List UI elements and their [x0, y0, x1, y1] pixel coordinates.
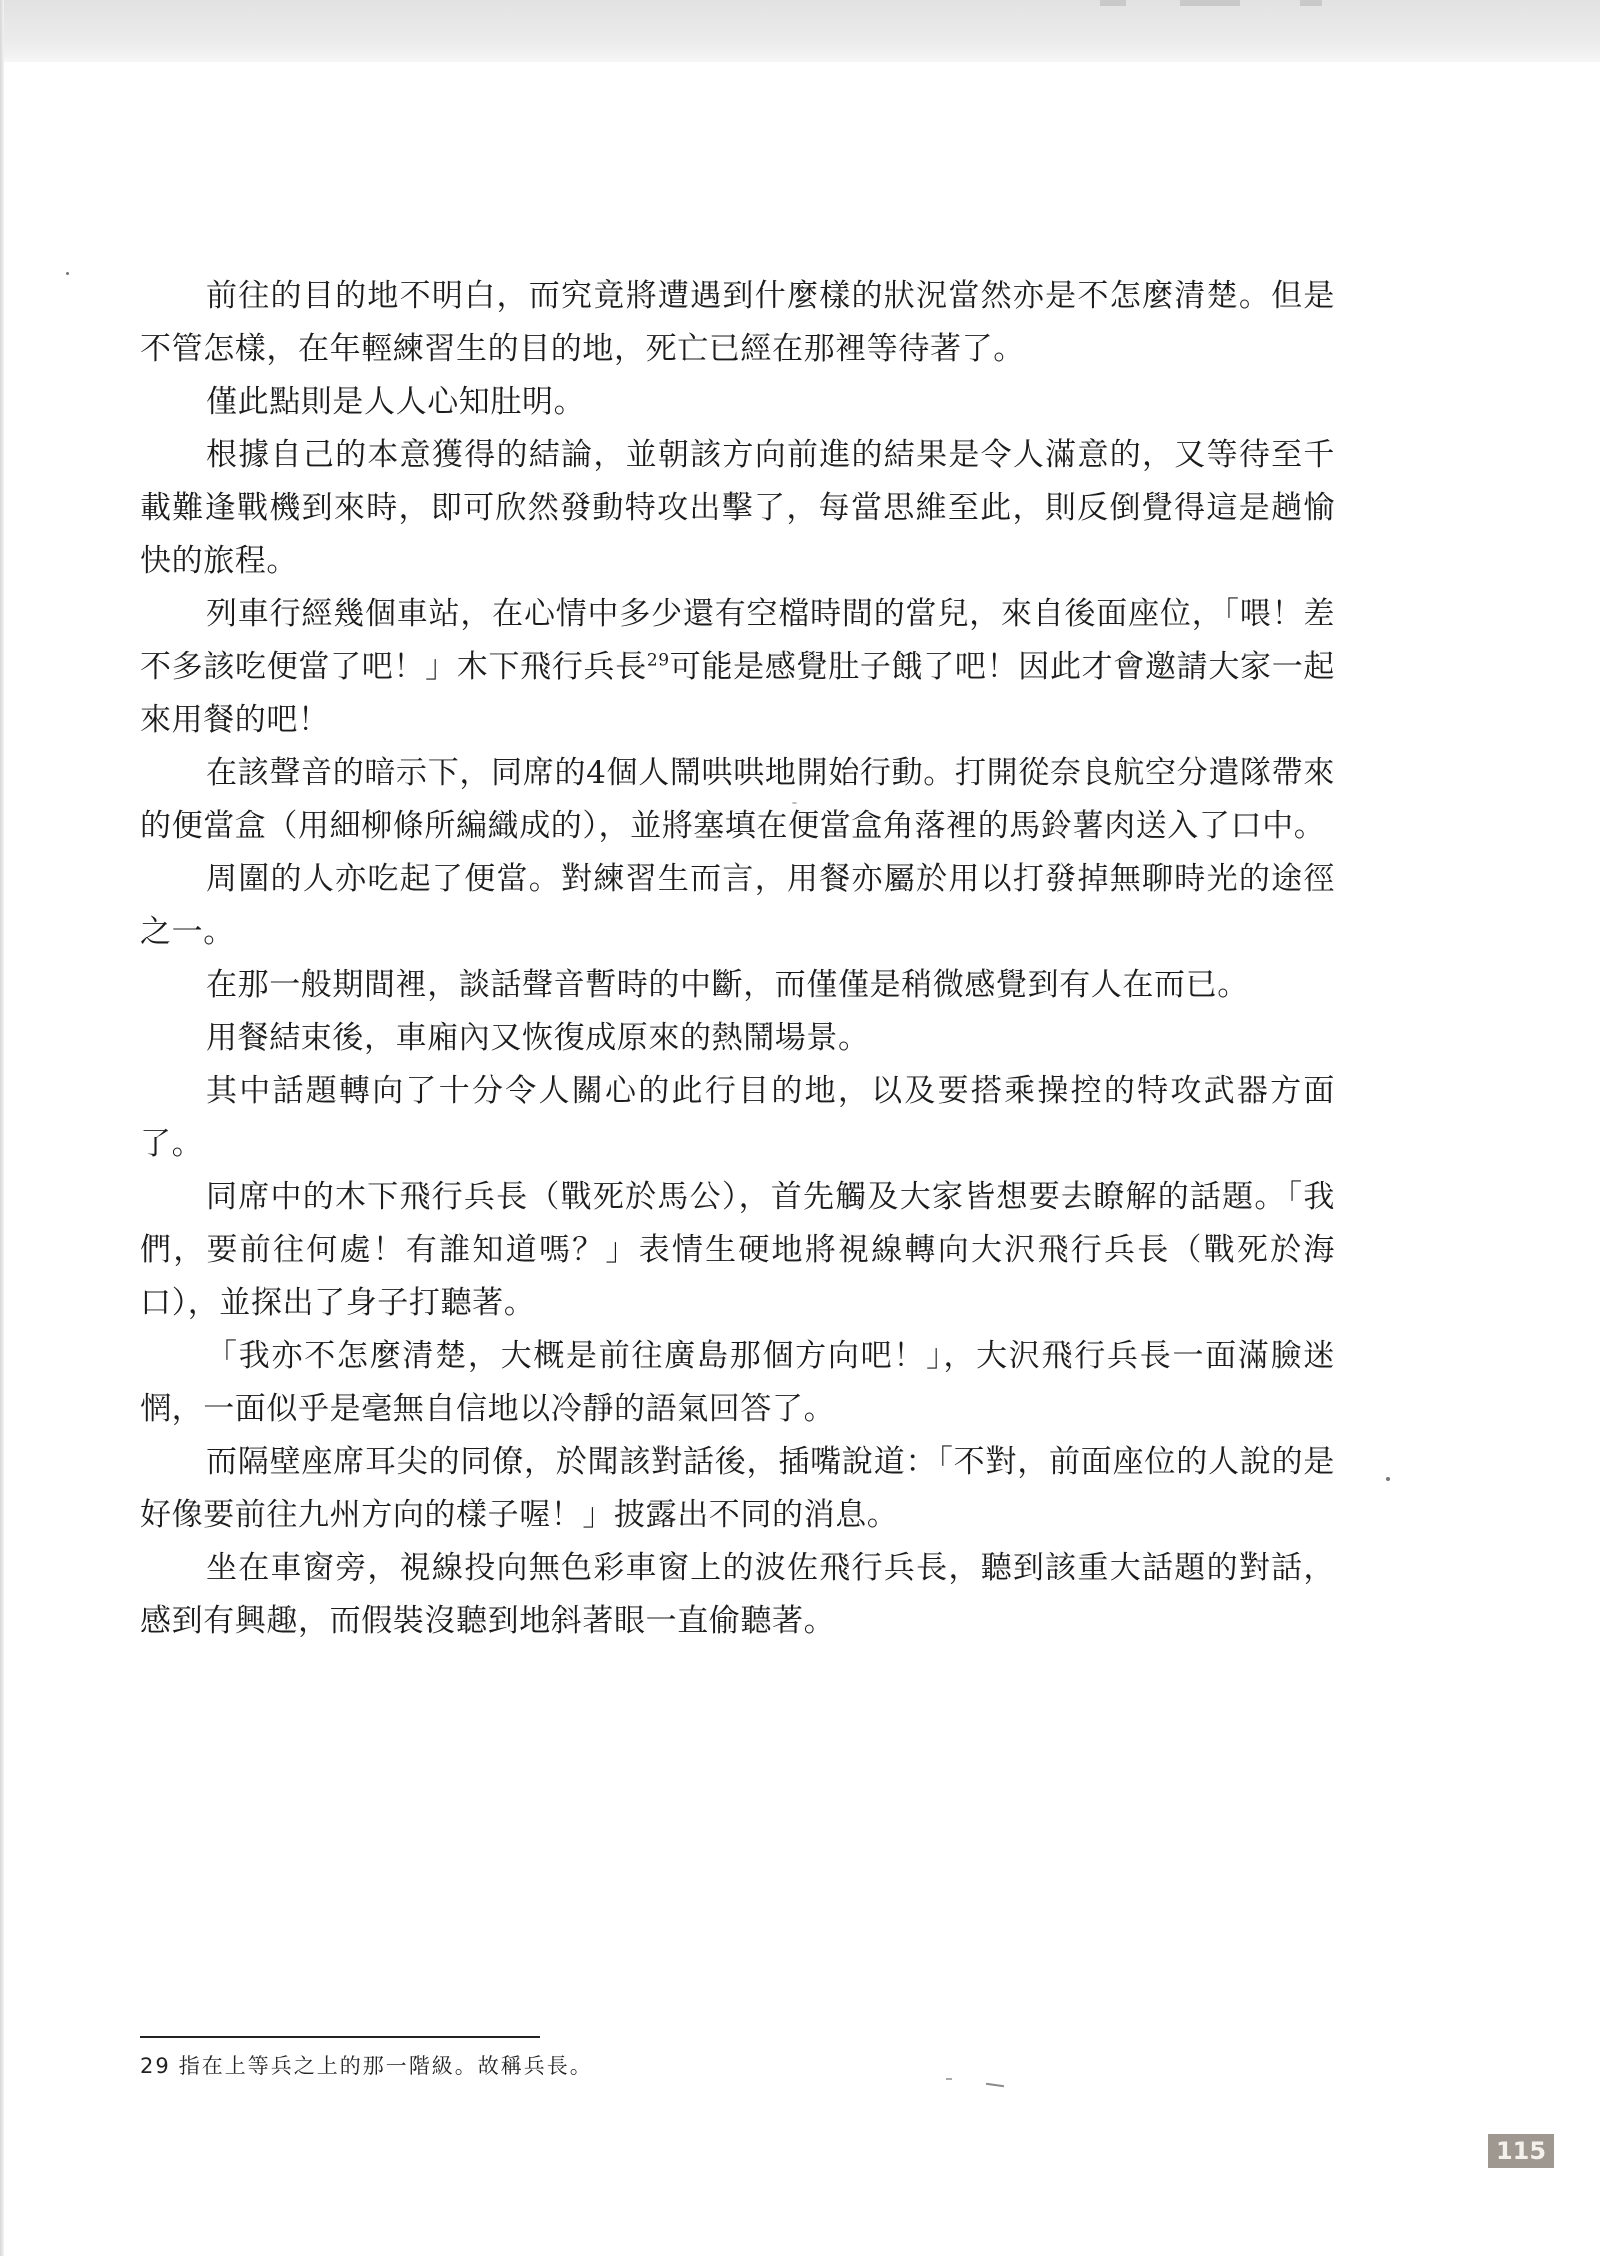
paragraph-text: 可能是感覺肚子餓了吧！因此才會邀請大家一起來用餐的吧！	[140, 649, 1335, 738]
footnote-divider	[140, 2036, 540, 2038]
paragraph: 周圍的人亦吃起了便當。對練習生而言，用餐亦屬於用以打發掉無聊時光的途徑之一。	[140, 861, 1335, 950]
footnote-number: 29	[140, 2054, 171, 2078]
paragraph: 在那一般期間裡，談話聲音暫時的中斷，而僅僅是稍微感覺到有人在而已。	[206, 967, 1249, 1003]
paragraph: 「我亦不怎麼清楚，大概是前往廣島那個方向吧！」，大沢飛行兵長一面滿臉迷惘，一面似乎是毫無自信地以冷靜的語氣回答了。	[140, 1338, 1335, 1427]
scan-stroke-mark	[946, 2078, 952, 2080]
footnote-reference[interactable]: 29	[646, 650, 670, 671]
footnote	[140, 2050, 593, 2080]
paragraph: 其中話題轉向了十分令人關心的此行目的地，以及要搭乘操控的特攻武器方面了。	[140, 1073, 1335, 1162]
footnote-text: 指在上等兵之上的那一階級。故稱兵長。	[178, 2054, 593, 2078]
scan-left-edge	[0, 0, 4, 2256]
paragraph: 前往的目的地不明白，而究竟將遭遇到什麼樣的狀況當然亦是不怎麼清楚。但是不管怎樣，在年輕練習生的目的地，死亡已經在那裡等待著了。	[140, 278, 1335, 367]
body-text	[140, 270, 1335, 1648]
paragraph: 用餐結束後，車廂內又恢復成原來的熱鬧場景。	[206, 1020, 870, 1056]
scan-stroke-mark	[986, 2083, 1004, 2087]
paragraph: 僅此點則是人人心知肚明。	[206, 384, 586, 420]
scan-top-mark	[1180, 0, 1240, 6]
scan-speck	[1386, 1477, 1390, 1481]
scan-top-mark	[1100, 0, 1126, 6]
paragraph: 而隔壁座席耳尖的同僚，於聞該對話後，插嘴說道：「不對，前面座位的人說的是好像要前往九州方向的樣子喔！」披露出不同的消息。	[140, 1444, 1335, 1533]
paragraph: 在該聲音的暗示下，同席的4個人鬧哄哄地開始行動。打開從奈良航空分遣隊帶來的便當盒（用細柳條所編織成的），並將塞填在便當盒角落裡的馬鈴薯肉送入了口中。	[140, 755, 1335, 844]
paragraph: 根據自己的本意獲得的結論，並朝該方向前進的結果是令人滿意的，又等待至千載難逢戰機到來時，即可欣然發動特攻出擊了，每當思維至此，則反倒覺得這是趟愉快的旅程。	[140, 437, 1335, 579]
paragraph: 同席中的木下飛行兵長（戰死於馬公），首先觸及大家皆想要去瞭解的話題。「我們，要前往何處！有誰知道嗎？」表情生硬地將視線轉向大沢飛行兵長（戰死於海口），並探出了身子打聽著。	[140, 1179, 1335, 1321]
paragraph: 坐在車窗旁，視線投向無色彩車窗上的波佐飛行兵長，聽到該重大話題的對話，感到有興趣，而假裝沒聽到地斜著眼一直偷聽著。	[140, 1550, 1335, 1639]
scan-top-band	[0, 0, 1600, 62]
paragraph	[140, 588, 1335, 747]
paragraph-text: 列車行經幾個車站，在心情中多少還有空檔時間的當兒，來自後面座位，「喂！差不多該吃便當了吧！」木下飛行兵長	[140, 596, 1335, 685]
scan-top-mark	[1300, 0, 1322, 6]
scan-speck	[66, 272, 69, 275]
page-number: 115	[1488, 2134, 1554, 2168]
